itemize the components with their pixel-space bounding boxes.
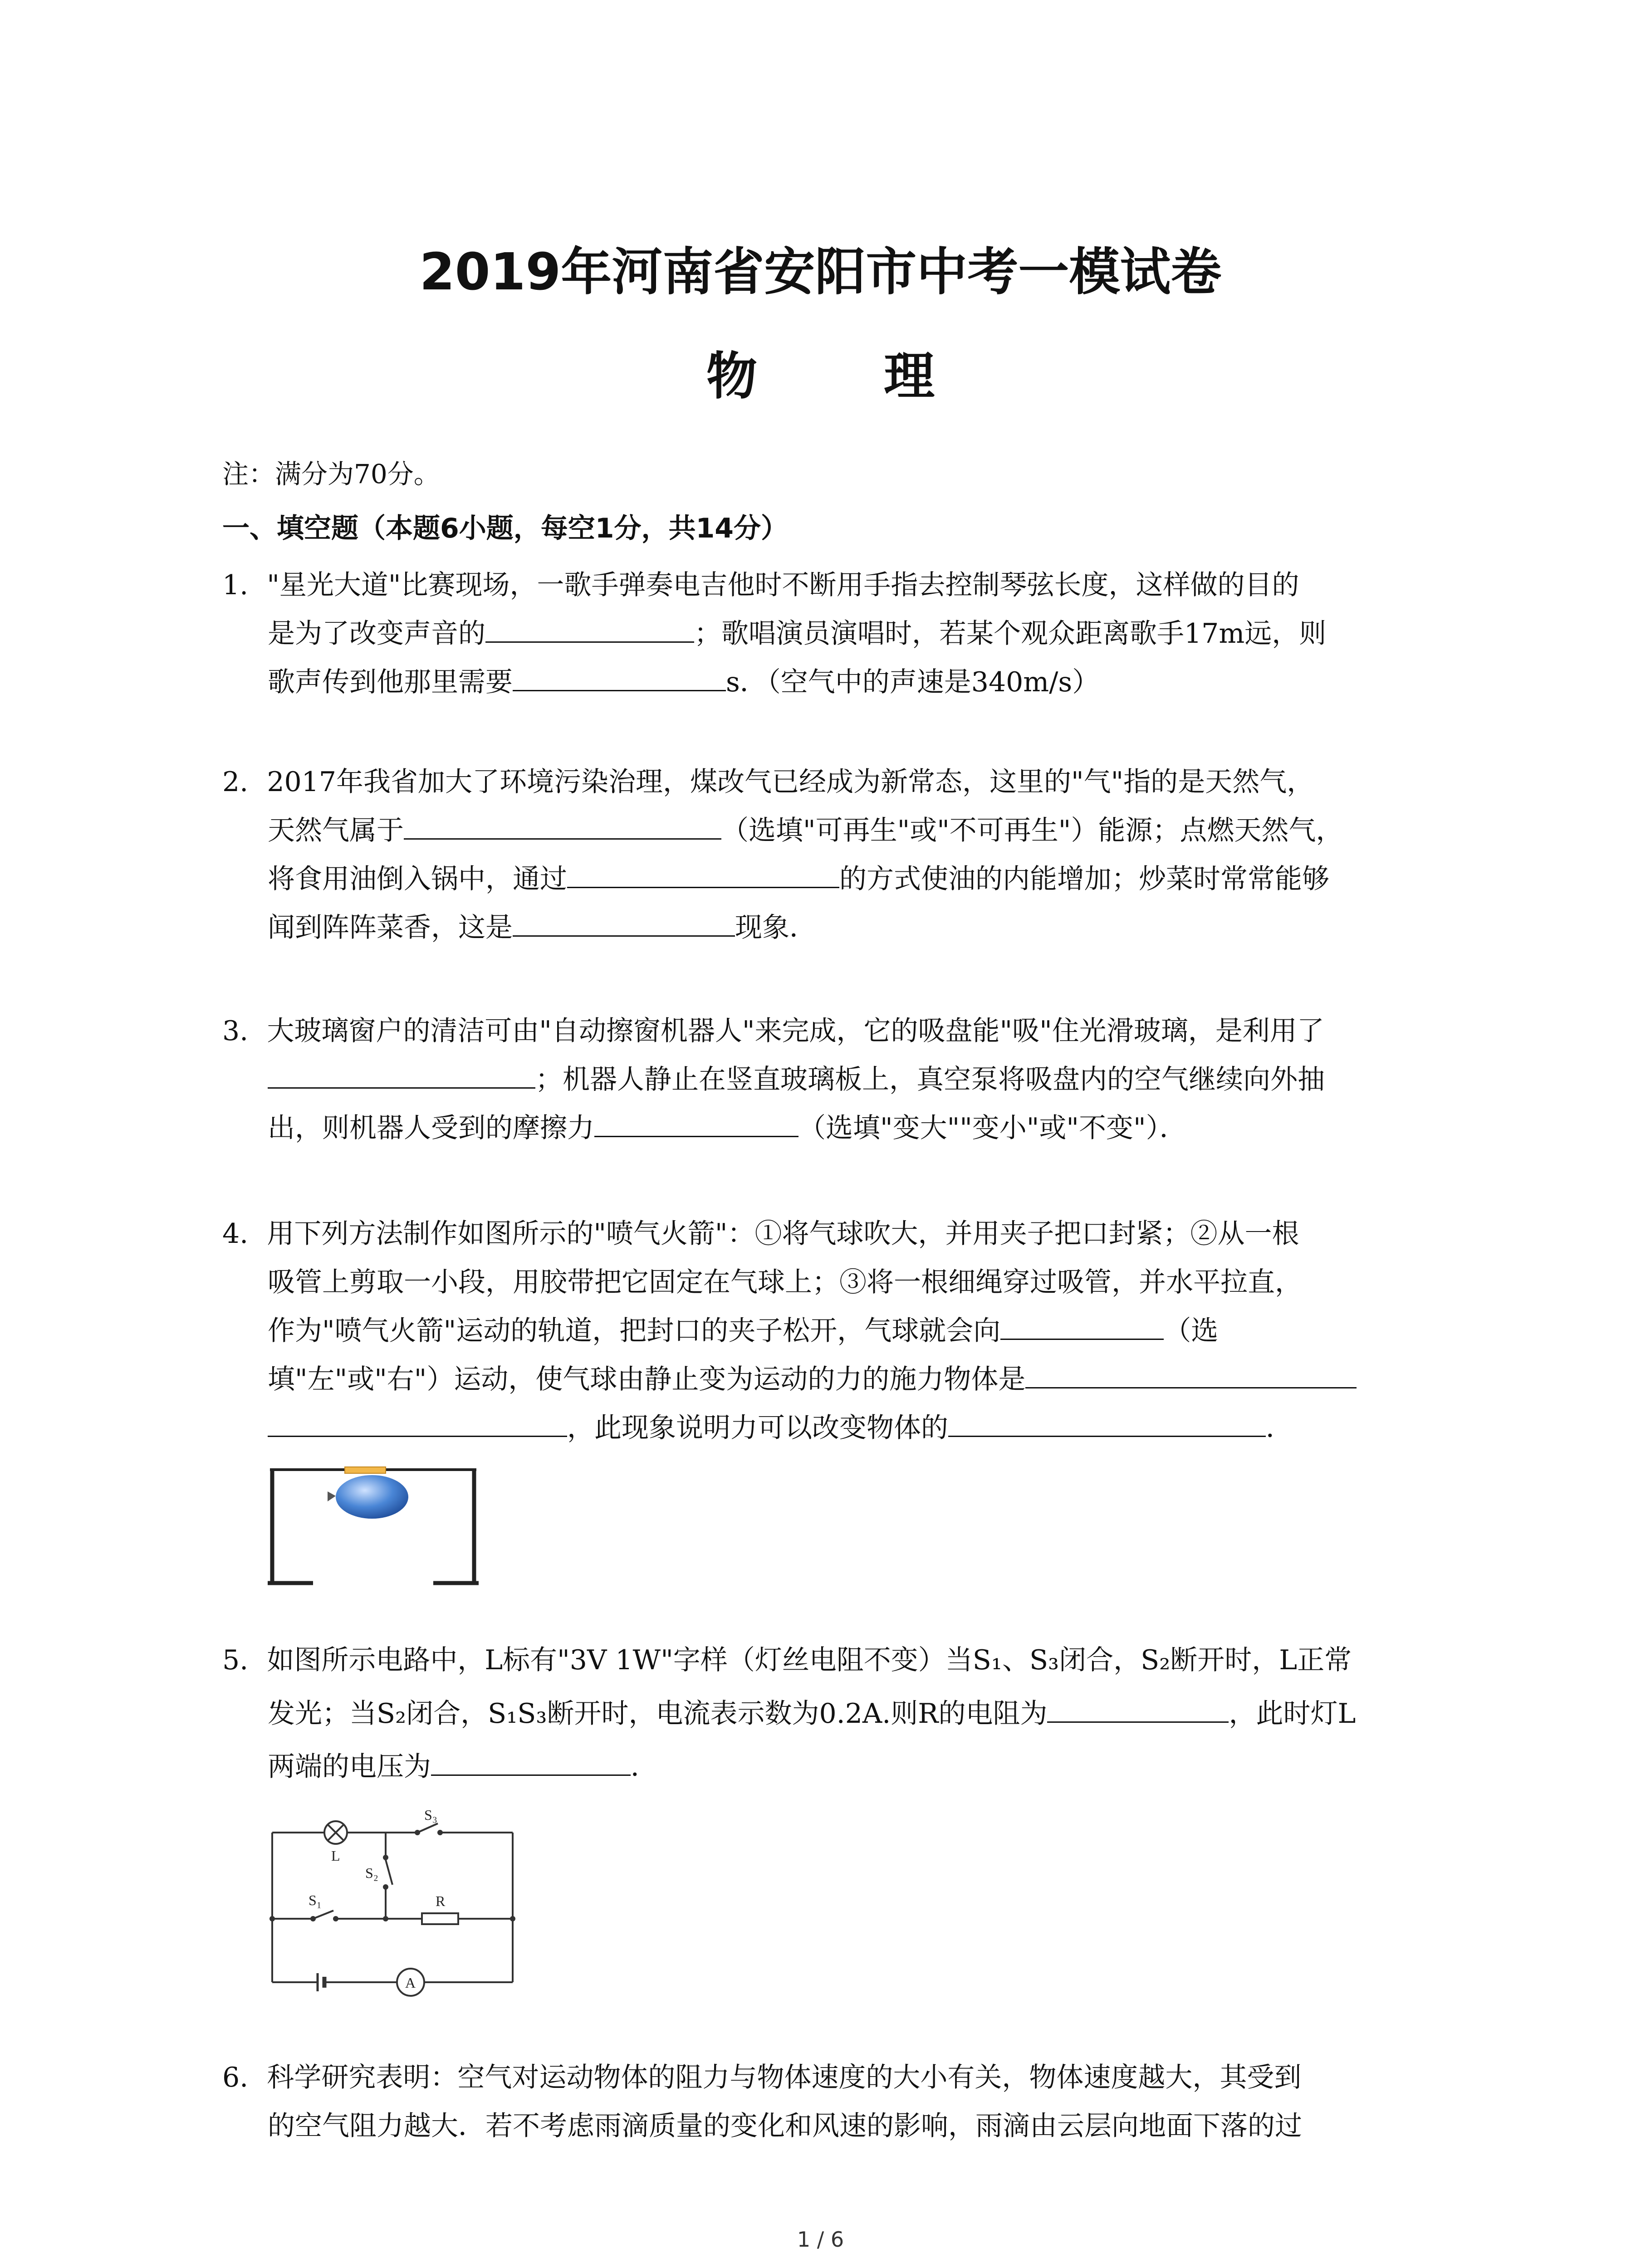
question-3-text: ；机器人静止在竖直玻璃板上，真空泵将吸盘内的空气继续向外抽 <box>535 1064 1325 1095</box>
question-3-number: 3. <box>222 1015 249 1047</box>
score-note: 注：满分为70分。 <box>222 459 440 489</box>
question-1-text: "星光大道"比赛现场，一歌手弹奏电吉他时不断用手指去控制琴弦长度，这样做的目的 <box>267 569 1299 601</box>
question-2-text: 闻到阵阵菜香，这是 <box>268 912 513 943</box>
s2-label: S₂ <box>365 1865 378 1881</box>
question-6-line-1 <box>222 2059 1301 2096</box>
answer-blank[interactable] <box>404 813 721 840</box>
question-4-line-1 <box>222 1216 1299 1252</box>
question-5-number: 5. <box>222 1644 249 1676</box>
question-4-text: 填"左"或"右"）运动，使气球由静止变为运动的力的施力物体是 <box>268 1364 1026 1395</box>
question-5-line-3 <box>268 1749 658 1785</box>
question-5-line-2 <box>268 1696 1356 1732</box>
question-2-text: 2017年我省加大了环境污染治理，煤改气已经成为新常态，这里的"气"指的是天然气， <box>267 766 1314 798</box>
question-5-text: 发光；当S₂闭合，S₁S₃断开时，电流表示数为0.2A.则R的电阻为 <box>268 1698 1048 1730</box>
answer-blank[interactable] <box>513 910 735 937</box>
balloon-rocket-figure <box>268 1461 485 1592</box>
ammeter-label: A <box>405 1975 416 1991</box>
question-1-text: ；歌唱演员演唱时，若某个观众距离歌手17m远，则 <box>694 618 1327 650</box>
question-3-line-3 <box>268 1110 1187 1146</box>
answer-blank[interactable] <box>268 1410 567 1437</box>
resistor-icon <box>422 1913 458 1924</box>
question-1-text: 歌声传到他那里需要 <box>268 666 513 698</box>
question-1-line-3 <box>268 664 1099 700</box>
question-3-text: 大玻璃窗户的清洁可由"自动擦窗机器人"来完成，它的吸盘能"吸"住光滑玻璃，是利用了 <box>267 1015 1324 1047</box>
question-4-text: （选 <box>1164 1315 1219 1347</box>
page-number: 1 / 6 <box>797 2227 844 2252</box>
question-5-line-1 <box>222 1642 1352 1678</box>
answer-blank[interactable] <box>948 1410 1266 1437</box>
question-2-line-4 <box>268 909 817 946</box>
answer-blank[interactable] <box>1047 1696 1229 1723</box>
question-2-text: （选填"可再生"或"不可再生"）能源；点燃天然气， <box>721 815 1343 846</box>
question-4-text: 吸管上剪取一小段，用胶带把它固定在气球上；③将一根细绳穿过吸管，并水平拉直， <box>268 1266 1302 1298</box>
question-2-line-2 <box>268 812 1343 849</box>
question-3-line-1 <box>222 1013 1324 1049</box>
switch-s1-icon <box>313 1911 333 1919</box>
question-1-number: 1. <box>222 569 249 601</box>
question-2-text: 的方式使油的内能增加；炒菜时常常能够 <box>839 863 1329 895</box>
answer-blank[interactable] <box>268 1062 535 1089</box>
question-3-text: 出，则机器人受到的摩擦力 <box>268 1112 594 1144</box>
question-6-text: 的空气阻力越大．若不考虑雨滴质量的变化和风速的影响，雨滴由云层向地面下落的过 <box>268 2110 1302 2142</box>
question-4-line-4 <box>268 1361 1357 1398</box>
s3-label: S₃ <box>424 1807 437 1823</box>
question-2-text: 将食用油倒入锅中，通过 <box>268 863 567 895</box>
question-6-text: 科学研究表明：空气对运动物体的阻力与物体速度的大小有关，物体速度越大，其受到 <box>267 2062 1302 2093</box>
exam-title: 2019年河南省安阳市中考一模试卷 <box>419 243 1222 302</box>
question-4-text: ． <box>1266 1412 1293 1444</box>
question-5-text: 如图所示电路中，L标有"3V 1W"字样（灯丝电阻不变）当S₁、S₃闭合，S₂断开时，L正常 <box>267 1644 1352 1676</box>
lamp-label: L <box>331 1848 340 1864</box>
question-3-text: （选填"变大""变小"或"不变"）． <box>798 1112 1187 1144</box>
answer-blank[interactable] <box>431 1749 631 1776</box>
question-4-text: 用下列方法制作如图所示的"喷气火箭"：①将气球吹大，并用夹子把口封紧；②从一根 <box>267 1218 1299 1250</box>
question-3-line-2 <box>268 1061 1325 1098</box>
question-4-text: ，此现象说明力可以改变物体的 <box>567 1412 948 1444</box>
question-4-text: 作为"喷气火箭"运动的轨道，把封口的夹子松开，气球就会向 <box>268 1315 1001 1347</box>
answer-blank[interactable] <box>485 616 694 643</box>
question-2-text: 天然气属于 <box>268 815 404 846</box>
straw <box>345 1467 386 1473</box>
s1-label: S₁ <box>309 1892 322 1908</box>
question-2-number: 2. <box>222 766 249 798</box>
question-2-text: 现象． <box>735 912 817 943</box>
question-1-line-1 <box>222 567 1299 603</box>
answer-blank[interactable] <box>1025 1362 1357 1388</box>
question-2-line-1 <box>222 764 1314 800</box>
question-5-text: 两端的电压为 <box>268 1751 431 1783</box>
switch-s2-icon <box>386 1860 392 1885</box>
question-4-line-5 <box>268 1410 1293 1446</box>
circuit-diagram <box>268 1807 522 2000</box>
question-4-line-2 <box>268 1264 1302 1300</box>
resistor-label: R <box>436 1893 446 1909</box>
question-6-number: 6. <box>222 2062 249 2093</box>
answer-blank[interactable] <box>594 1110 798 1137</box>
balloon <box>336 1475 408 1519</box>
question-6-line-2 <box>268 2108 1302 2144</box>
question-4-number: 4. <box>222 1218 249 1250</box>
question-1-line-2 <box>268 616 1326 652</box>
answer-blank[interactable] <box>1000 1313 1164 1340</box>
balloon-clip <box>328 1491 336 1501</box>
question-1-text: s．（空气中的声速是340m/s） <box>726 666 1100 698</box>
answer-blank[interactable] <box>567 861 839 888</box>
question-1-text: 是为了改变声音的 <box>268 618 485 650</box>
question-5-text: ，此时灯L <box>1229 1698 1356 1730</box>
subject-title: 物 理 <box>706 347 989 406</box>
question-2-line-3 <box>268 861 1329 897</box>
question-5-text: ． <box>631 1751 658 1783</box>
answer-blank[interactable] <box>513 665 726 691</box>
switch-s3-icon <box>417 1823 438 1833</box>
question-4-line-3 <box>268 1313 1218 1349</box>
section-heading: 一、填空题（本题6小题，每空1分，共14分） <box>222 513 788 544</box>
